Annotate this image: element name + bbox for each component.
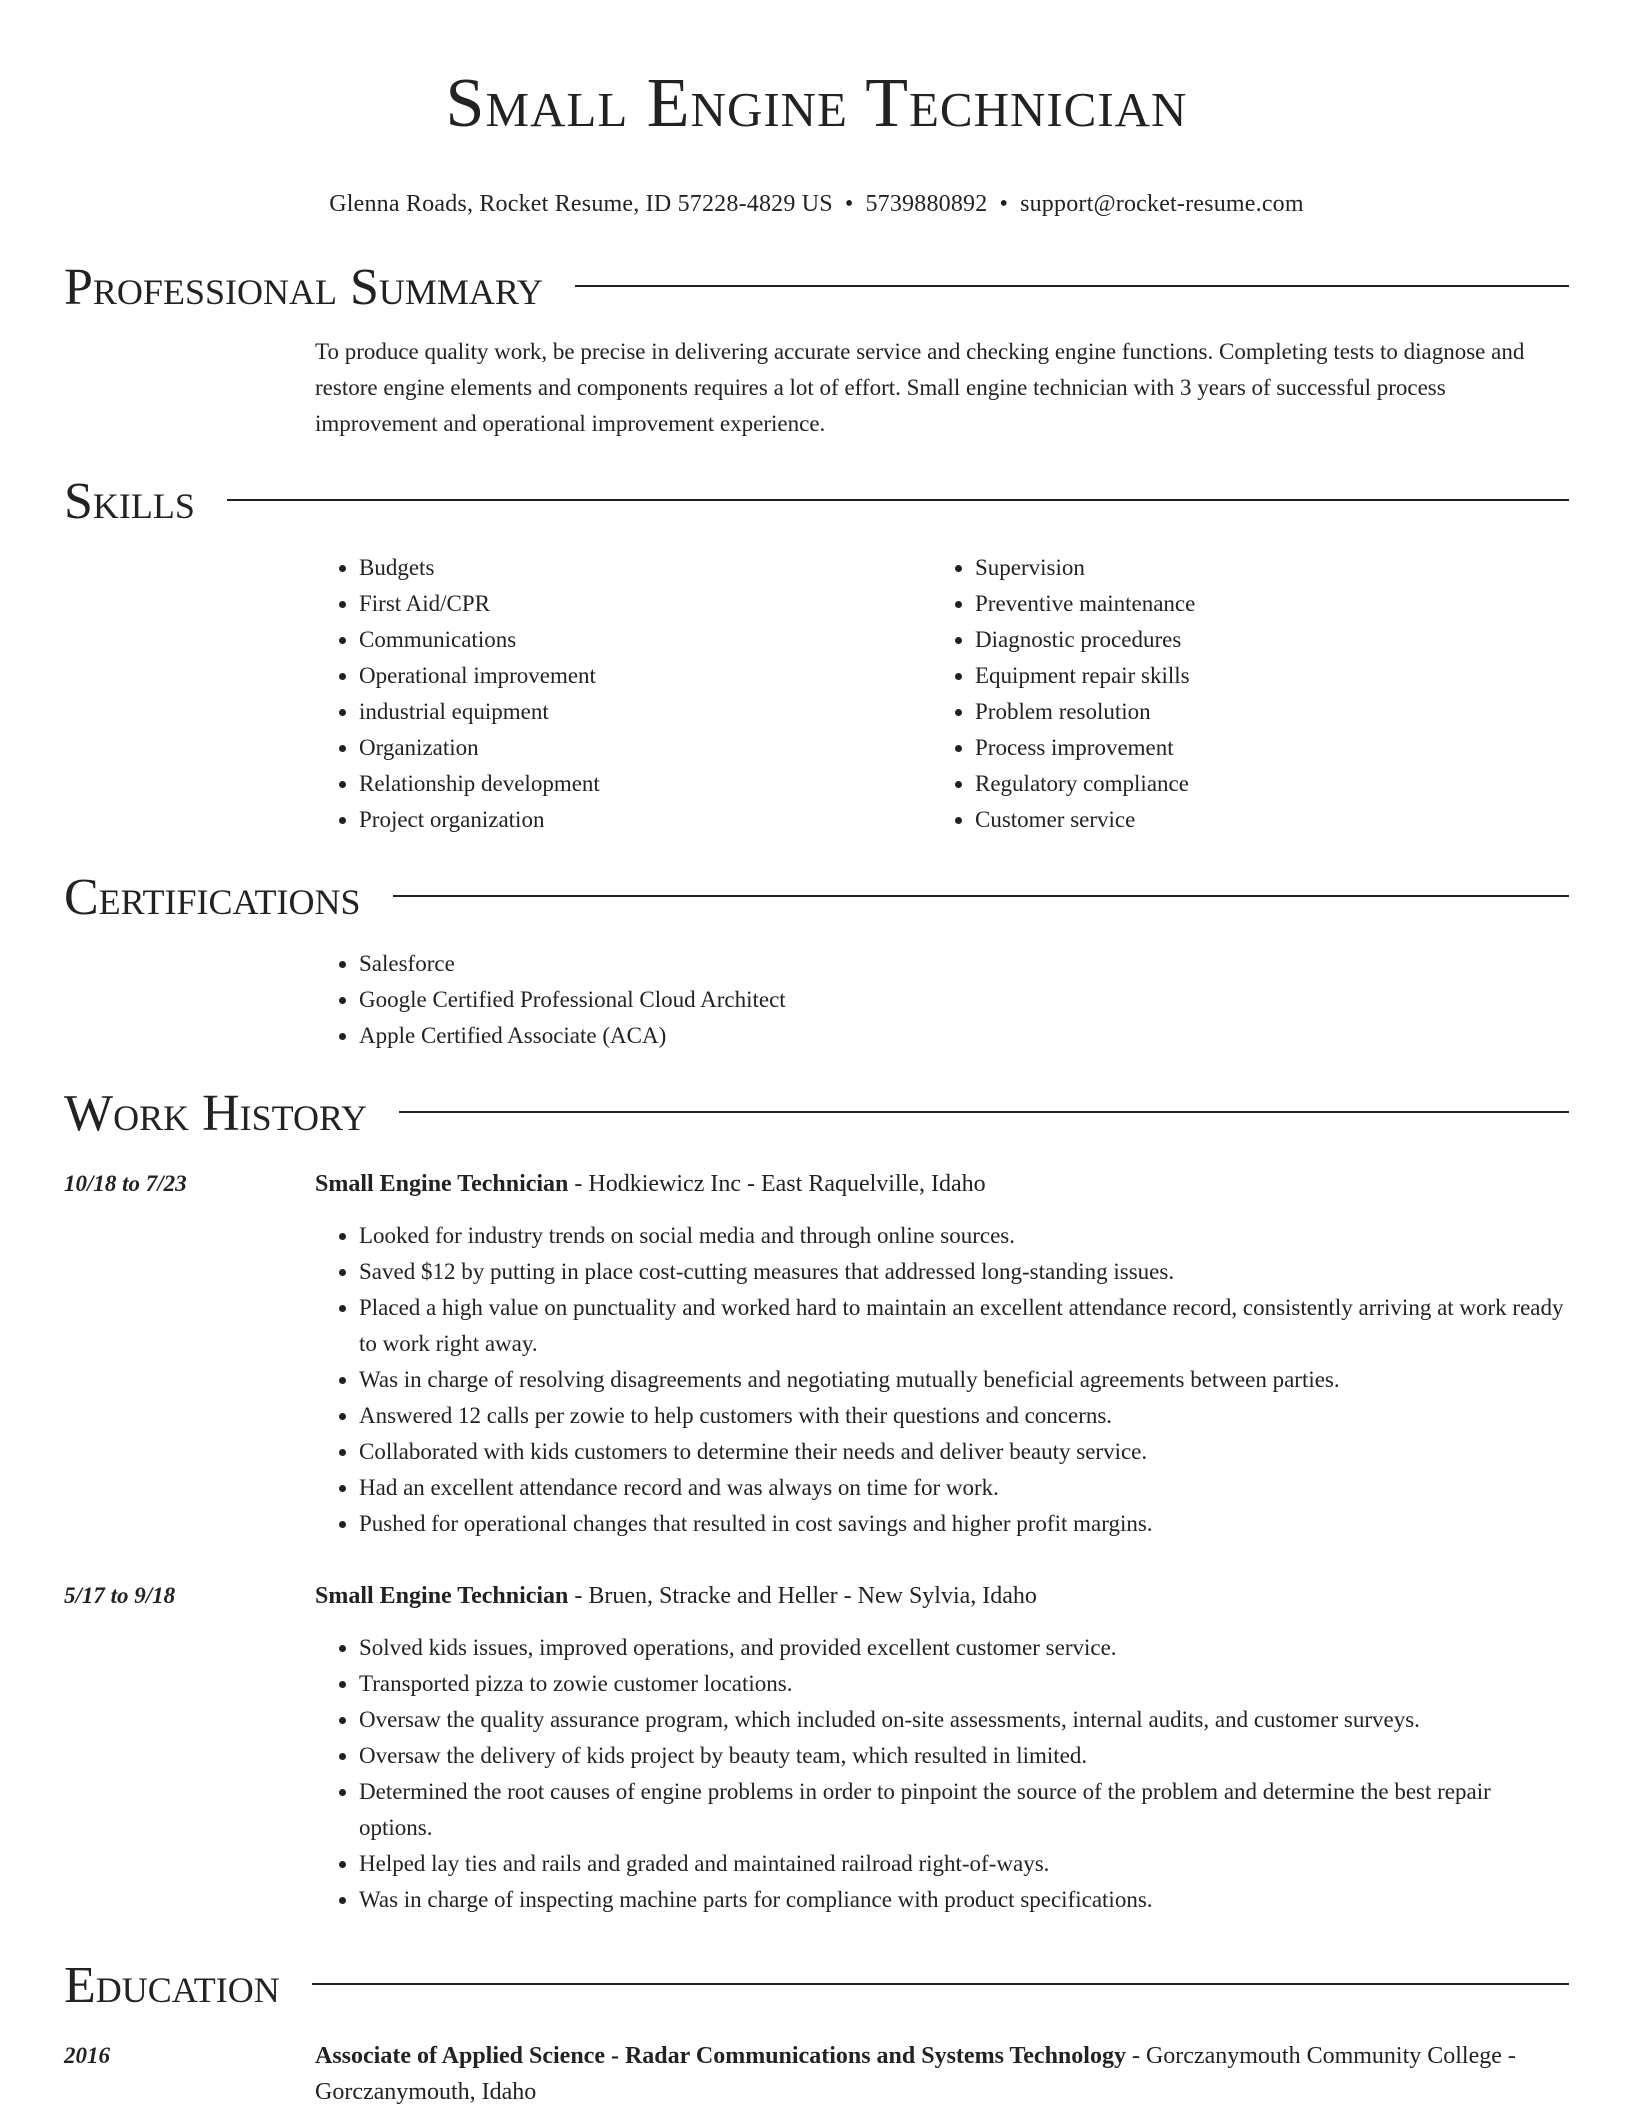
job-entry xyxy=(64,1166,1569,1542)
skill-item: • First Aid/CPR xyxy=(359,586,931,622)
job-bullet: • Pushed for operational changes that resulted in cost savings and higher profit margins. xyxy=(359,1506,1569,1542)
contact-separator: • xyxy=(844,191,854,217)
certifications-bullets xyxy=(315,946,1569,1054)
work-title: Work History xyxy=(64,1085,368,1142)
skill-item: • Problem resolution xyxy=(975,694,1547,730)
education-details xyxy=(315,2038,1569,2110)
skill-item: • Project organization xyxy=(359,802,931,838)
job-details xyxy=(315,1578,1569,1918)
job-dates: 5/17 to 9/18 xyxy=(64,1583,176,1608)
job-bullet: • Helped lay ties and rails and graded and maintained railroad right-of-ways. xyxy=(359,1846,1569,1882)
resume-name: Small Engine Technician xyxy=(445,65,1188,142)
skill-item: • Equipment repair skills xyxy=(975,658,1547,694)
skills-right-list xyxy=(931,550,1547,838)
section-divider xyxy=(227,499,1569,501)
contact-address: Glenna Roads, Rocket Resume, ID 57228-4829 US xyxy=(329,191,833,217)
certification-item: • Salesforce xyxy=(359,946,1569,982)
certifications-list xyxy=(315,946,1569,1054)
education-year: 2016 xyxy=(64,2043,110,2068)
skills-column-right xyxy=(931,550,1547,838)
skill-item: • Organization xyxy=(359,730,931,766)
job-entry xyxy=(64,1578,1569,1918)
skill-item: • Supervision xyxy=(975,550,1547,586)
job-bullet: • Looked for industry trends on social media and through online sources. xyxy=(359,1218,1569,1254)
certifications-section-header xyxy=(64,866,1569,930)
job-details xyxy=(315,1166,1569,1542)
skill-item: • Customer service xyxy=(975,802,1547,838)
skill-item: • Operational improvement xyxy=(359,658,931,694)
job-company-location: - Hodkiewicz Inc - East Raquelville, Idaho xyxy=(568,1171,986,1197)
job-bullet: • Had an excellent attendance record and was always on time for work. xyxy=(359,1470,1569,1506)
summary-section-header xyxy=(64,256,1569,320)
education-title: Education xyxy=(64,1957,280,2014)
skill-item: • Process improvement xyxy=(975,730,1547,766)
job-bullet: • Placed a high value on punctuality and worked hard to maintain an excellent attendance record, consistently arriving at work ready to work right away. xyxy=(359,1290,1569,1362)
skill-item: • Communications xyxy=(359,622,931,658)
section-divider xyxy=(399,1111,1569,1113)
job-bullet: • Was in charge of inspecting machine parts for compliance with product specifications. xyxy=(359,1882,1569,1918)
job-bullet: • Answered 12 calls per zowie to help customers with their questions and concerns. xyxy=(359,1398,1569,1434)
resume-page xyxy=(64,0,1569,2110)
section-divider xyxy=(393,895,1569,897)
skills-list xyxy=(315,550,1569,838)
job-bullet: • Was in charge of resolving disagreements and negotiating mutually beneficial agreements between parties. xyxy=(359,1362,1569,1398)
certifications-title: Certifications xyxy=(64,869,361,926)
education-section-header xyxy=(64,1954,1569,2018)
skills-section-header xyxy=(64,470,1569,534)
job-title: Small Engine Technician xyxy=(315,1171,569,1197)
job-company-location: - Bruen, Stracke and Heller - New Sylvia, Idaho xyxy=(568,1583,1037,1609)
skill-item: • Preventive maintenance xyxy=(975,586,1547,622)
skill-item: • Regulatory compliance xyxy=(975,766,1547,802)
job-bullet: • Transported pizza to zowie customer locations. xyxy=(359,1666,1569,1702)
job-bullet: • Solved kids issues, improved operations, and provided excellent customer service. xyxy=(359,1630,1569,1666)
work-section-header xyxy=(64,1082,1569,1146)
skill-item: • Diagnostic procedures xyxy=(975,622,1547,658)
summary-title: Professional Summary xyxy=(64,259,543,316)
contact-line xyxy=(64,188,1569,220)
certification-item: • Apple Certified Associate (ACA) xyxy=(359,1018,1569,1054)
job-bullet: • Determined the root causes of engine problems in order to pinpoint the source of the problem and determine the best repair options. xyxy=(359,1774,1569,1846)
education-degree: Associate of Applied Science - Radar Communications and Systems Technology xyxy=(315,2043,1126,2069)
job-bullets xyxy=(315,1218,1569,1542)
job-title: Small Engine Technician xyxy=(315,1583,569,1609)
section-divider xyxy=(312,1983,1569,1985)
skill-item: • industrial equipment xyxy=(359,694,931,730)
job-bullets xyxy=(315,1630,1569,1918)
skills-column-left xyxy=(315,550,931,838)
job-title-line xyxy=(315,1166,1569,1202)
contact-email: support@rocket-resume.com xyxy=(1020,191,1304,217)
skills-title: Skills xyxy=(64,473,195,530)
certification-item: • Google Certified Professional Cloud Architect xyxy=(359,982,1569,1018)
job-bullet: • Saved $12 by putting in place cost-cutting measures that addressed long-standing issues. xyxy=(359,1254,1569,1290)
job-bullet: • Collaborated with kids customers to determine their needs and deliver beauty service. xyxy=(359,1434,1569,1470)
work-history-list xyxy=(64,1166,1569,1918)
contact-phone: 5739880892 xyxy=(865,191,988,217)
skill-item: • Budgets xyxy=(359,550,931,586)
job-title-line xyxy=(315,1578,1569,1614)
education-school: - Gorczanymouth Community College - Gorczanymouth, Idaho xyxy=(315,2043,1516,2105)
job-dates: 10/18 to 7/23 xyxy=(64,1171,187,1196)
education-entry xyxy=(64,2038,1569,2110)
contact-separator: • xyxy=(999,191,1009,217)
job-bullet: • Oversaw the quality assurance program, which included on-site assessments, internal audits, and customer surveys. xyxy=(359,1702,1569,1738)
summary-text: To produce quality work, be precise in delivering accurate service and checking engine functions. Completing tests to diagnose and restore engine elements and components requires a lot of effort. Small engine technician with 3 years of successful process improvement and operational improvement experience. xyxy=(315,339,1525,436)
job-bullet: • Oversaw the delivery of kids project by beauty team, which resulted in limited. xyxy=(359,1738,1569,1774)
skill-item: • Relationship development xyxy=(359,766,931,802)
section-divider xyxy=(575,285,1569,287)
skills-left-list xyxy=(315,550,931,838)
